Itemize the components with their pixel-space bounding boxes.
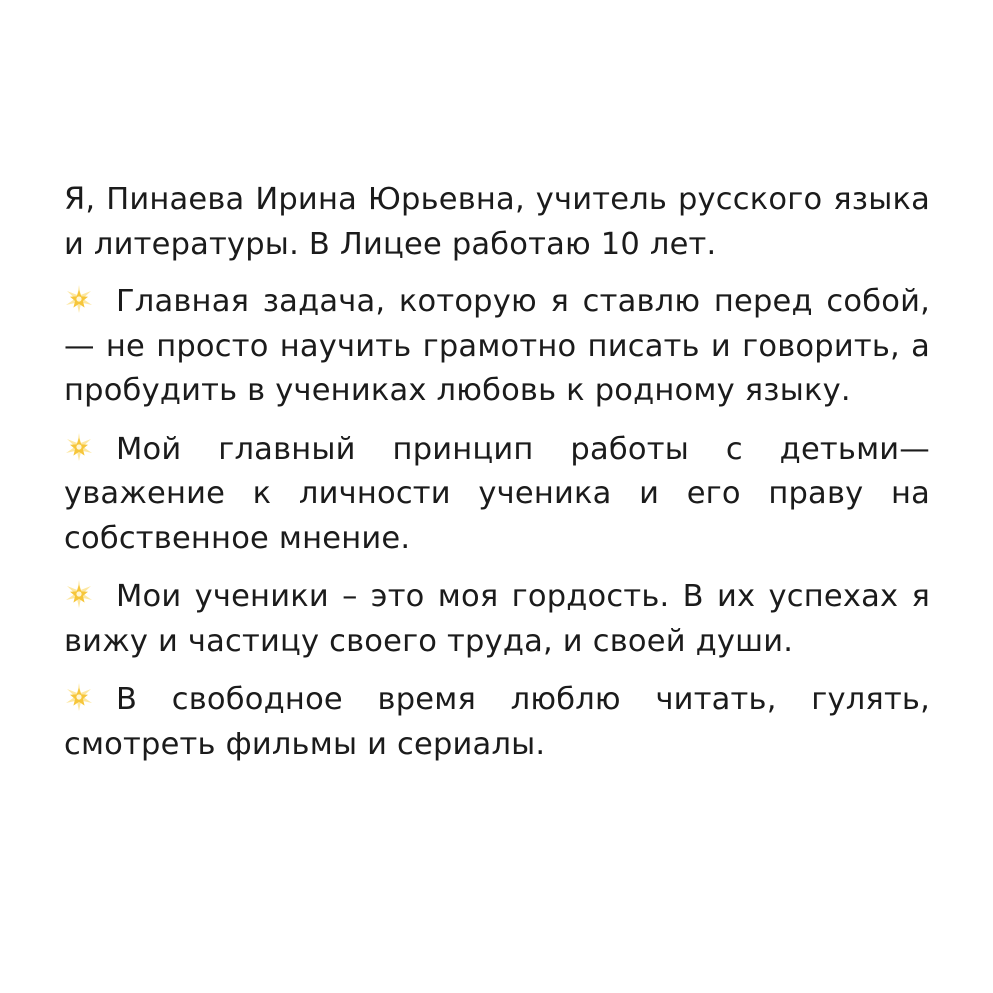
sparkle-star-icon — [64, 432, 94, 462]
bullet-paragraph-1 — [64, 280, 930, 414]
bullet-text-4: В свободное время люблю читать, гулять, смотреть фильмы и сериалы. — [64, 682, 930, 762]
intro-paragraph: Я, Пинаева Ирина Юрьевна, учитель русского языка и литературы. В Лицее работаю 10 лет. — [64, 182, 930, 262]
bullet-text-1: Главная задача, которую я ставлю перед собой, — не просто научить грамотно писать и говорить, а пробудить в учениках любовь к родному языку. — [64, 284, 930, 408]
bullet-text-2: Мой главный принцип работы с детьми— уважение к личности ученика и его праву на собственное мнение. — [64, 431, 930, 556]
sparkle-star-icon — [64, 284, 94, 314]
bullet-paragraph-3 — [64, 575, 930, 664]
sparkle-star-icon — [64, 579, 94, 609]
document-body — [64, 178, 930, 781]
bullet-paragraph-4 — [64, 678, 930, 767]
bullet-paragraph-2 — [64, 428, 930, 562]
sparkle-star-icon — [64, 682, 94, 712]
bullet-text-3: Мои ученики – это моя гордость. В их успехах я вижу и частицу своего труда, и своей души. — [64, 579, 930, 659]
